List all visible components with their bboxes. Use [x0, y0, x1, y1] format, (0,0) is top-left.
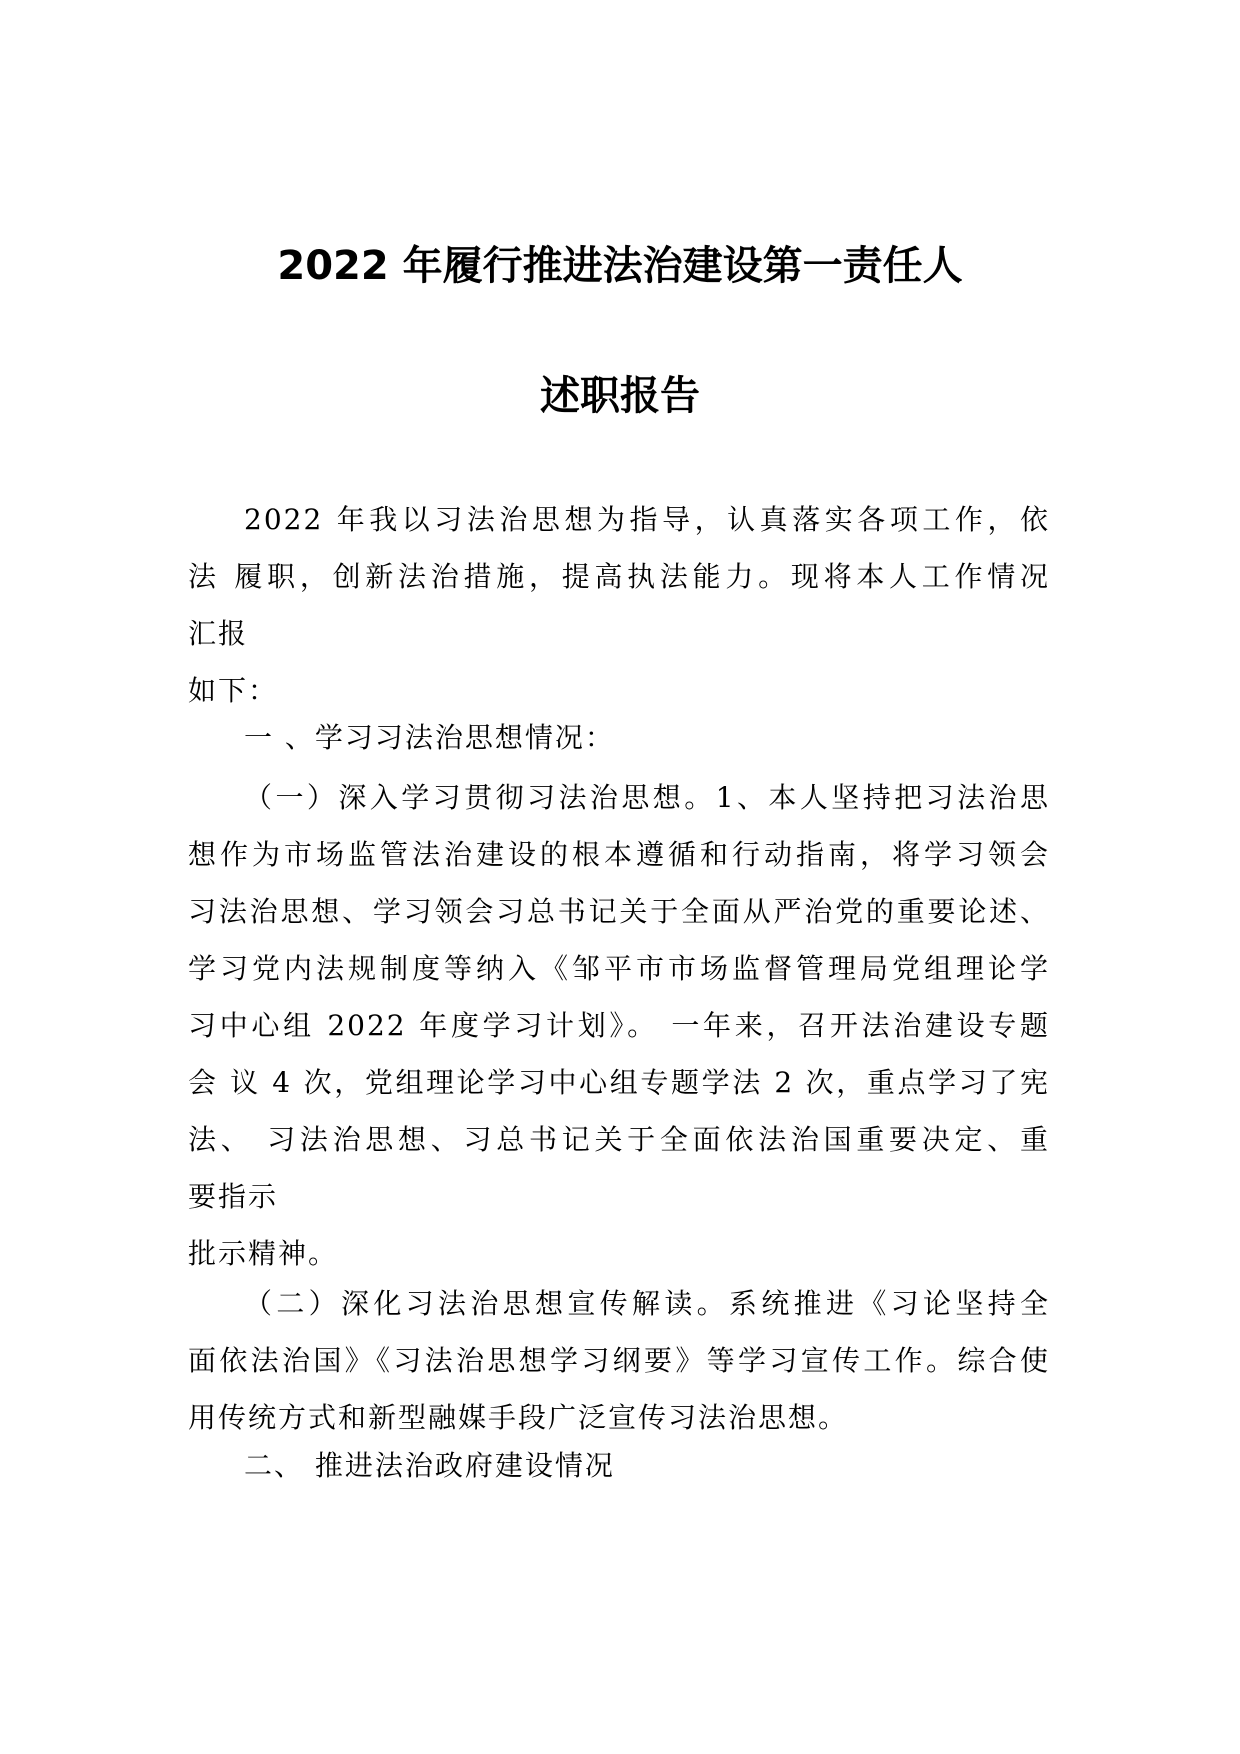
para2-line-3: 用传统方式和新型融媒手段广泛宣传习法治思想。 [188, 1401, 849, 1434]
para1-line-2: 想作为市场监管法治建设的根本遵循和行动指南，将学习领会 [188, 838, 1050, 871]
section-2-heading [188, 1437, 1050, 1494]
para1-line-1: （一）深入学习贯彻习法治思想。1、本人坚持把习法治思 [244, 781, 1050, 814]
paragraph-1 [188, 769, 1050, 1282]
section-2-heading-text: 二、 推进法治政府建设情况 [244, 1449, 615, 1482]
paragraph-2 [188, 1275, 1050, 1446]
intro-line-3: 汇报 [188, 617, 249, 650]
para2-line-1: （二）深化习法治思想宣传解读。系统推进《习论坚持全 [244, 1287, 1050, 1320]
intro-line-1: 2022 年我以习法治思想为指导，认真落实各项工作，依 [244, 503, 1050, 536]
para1-line-4: 学习党内法规制度等纳入《邹平市市场监督管理局党组理论学 [188, 952, 1050, 985]
para1-line-6: 会 议 4 次，党组理论学习中心组专题学法 2 次，重点学习了宪 [188, 1066, 1050, 1099]
para1-line-9: 批示精神。 [188, 1237, 339, 1270]
para1-line-7: 法、 习法治思想、习总书记关于全面依法治国重要决定、重 [188, 1123, 1050, 1156]
section-1-heading [188, 709, 1050, 766]
section-1-heading-text: 一 、学习习法治思想情况： [244, 721, 615, 754]
para1-line-5: 习中心组 2022 年度学习计划》。 一年来，召开法治建设专题 [188, 1009, 1050, 1042]
para1-line-3: 习法治思想、学习领会习总书记关于全面从严治党的重要论述、 [188, 895, 1050, 928]
intro-paragraph [188, 491, 1050, 719]
para2-line-2: 面依法治国》《习法治思想学习纲要》等学习宣传工作。综合使 [188, 1344, 1050, 1377]
para1-line-8: 要指示 [188, 1180, 279, 1213]
document-title-line-2: 述职报告 [540, 373, 700, 419]
intro-line-2: 法 履职，创新法治措施，提高执法能力。现将本人工作情况 [188, 560, 1050, 593]
document-title-line-1: 2022 年履行推进法治建设第一责任人 [277, 243, 963, 289]
intro-line-4: 如下： [188, 674, 279, 707]
